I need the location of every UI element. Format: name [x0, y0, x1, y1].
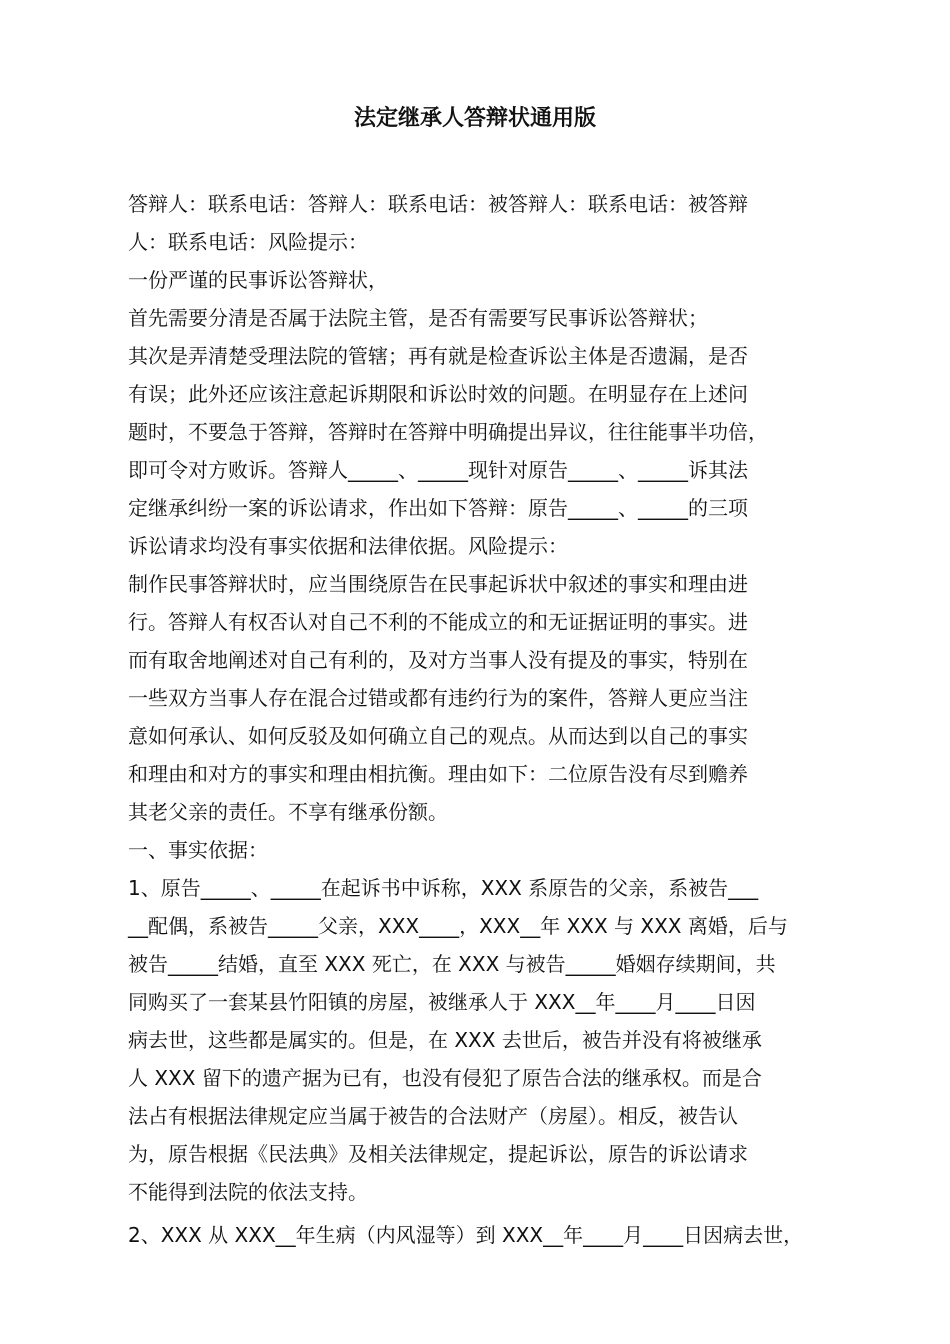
text-line: 病去世，这些都是属实的。但是，在 XXX 去世后，被告并没有将被继承 [128, 1028, 762, 1052]
text-line: 制作民事答辩状时，应当围绕原告在民事起诉状中叙述的事实和理由进 [128, 572, 748, 596]
text-line: 有误；此外还应该注意起诉期限和诉讼时效的问题。在明显存在上述问 [128, 382, 748, 406]
text-line: 而有取舍地阐述对自己有利的，及对方当事人没有提及的事实，特别在 [128, 648, 748, 672]
text-line: 行。答辩人有权否认对自己不利的不能成立的和无证据证明的事实。进 [128, 610, 748, 634]
text-line: 其次是弄清楚受理法院的管辖；再有就是检查诉讼主体是否遗漏，是否 [128, 344, 748, 368]
text-line: 2、XXX 从 XXX__年生病（内风湿等）到 XXX__年____月____日因病去世， [128, 1223, 804, 1247]
text-line: 题时，不要急于答辩，答辩时在答辩中明确提出异议，往往能事半功倍， [128, 420, 768, 444]
document-title: 法定继承人答辩状通用版 [353, 106, 596, 131]
text-line: 即可令对方败诉。答辩人_____、_____现针对原告_____、_____诉其法 [128, 458, 748, 482]
text-line: 为，原告根据《民法典》及相关法律规定，提起诉讼，原告的诉讼请求 [128, 1142, 748, 1166]
text-line: 和理由和对方的事实和理由相抗衡。理由如下：二位原告没有尽到赡养 [128, 762, 748, 786]
text-line: 一份严谨的民事诉讼答辩状， [128, 268, 388, 292]
text-line: 人 XXX 留下的遗产据为已有，也没有侵犯了原告合法的继承权。而是合 [128, 1066, 762, 1090]
text-line: 不能得到法院的依法支持。 [128, 1180, 368, 1204]
text-line: 法占有根据法律规定应当属于被告的合法财产（房屋）。相反，被告认 [128, 1104, 738, 1128]
text-line: 首先需要分清是否属于法院主管，是否有需要写民事诉讼答辩状； [128, 306, 708, 330]
text-line: 其老父亲的责任。不享有继承份额。 [128, 800, 448, 824]
text-line: 意如何承认、如何反驳及如何确立自己的观点。从而达到以自己的事实 [128, 724, 748, 748]
text-line: 诉讼请求均没有事实依据和法律依据。风险提示： [128, 534, 568, 558]
text-line: 同购买了一套某县竹阳镇的房屋，被继承人于 XXX__年____月____日因 [128, 990, 756, 1014]
section-heading: 一、事实依据： [128, 838, 268, 862]
text-line: 人：联系电话：风险提示： [128, 230, 368, 254]
text-line: 一些双方当事人存在混合过错或都有违约行为的案件，答辩人更应当注 [128, 686, 748, 710]
text-line: 1、原告_____、_____在起诉书中诉称，XXX 系原告的父亲，系被告___ [128, 876, 759, 900]
text-line: 答辩人：联系电话：答辩人：联系电话：被答辩人：联系电话：被答辩 [128, 192, 748, 216]
text-line: 定继承纠纷一案的诉讼请求，作出如下答辩：原告_____、_____的三项 [128, 496, 748, 520]
text-line: 被告_____结婚，直至 XXX 死亡，在 XXX 与被告_____婚姻存续期间，共 [128, 952, 776, 976]
text-line: __配偶，系被告_____父亲，XXX____，XXX__年 XXX 与 XXX 离婚，后与 [128, 914, 788, 938]
